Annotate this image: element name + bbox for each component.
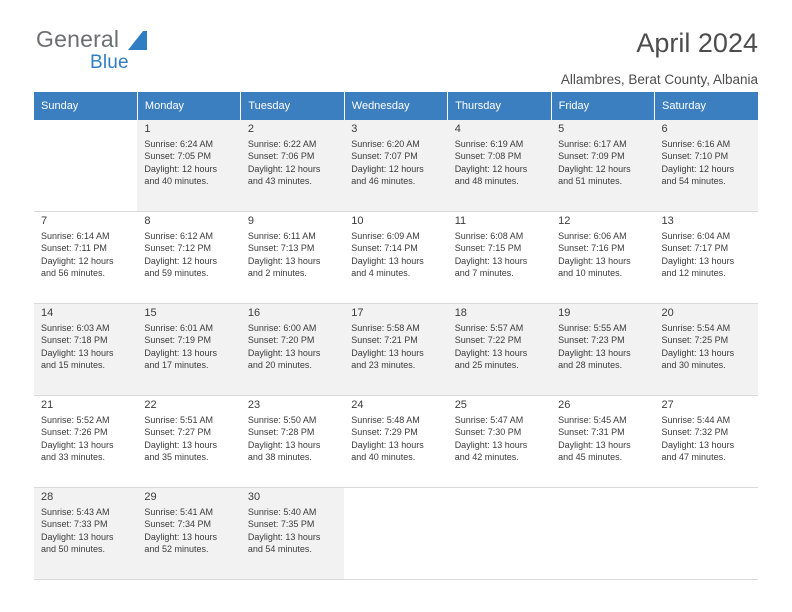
day-detail-line: and 48 minutes. xyxy=(454,176,519,187)
logo xyxy=(36,26,236,80)
day-number: 3 xyxy=(351,123,358,135)
day-number: 5 xyxy=(558,123,565,135)
day-detail-line: Sunrise: 5:45 AM xyxy=(558,414,627,425)
day-number: 14 xyxy=(41,307,54,319)
day-detail-line: Daylight: 13 hours xyxy=(558,347,631,358)
weekday-header-monday: Monday xyxy=(137,92,240,120)
day-detail-line: and 2 minutes. xyxy=(247,268,307,279)
day-detail-line: Sunset: 7:18 PM xyxy=(41,335,108,346)
day-detail-line: and 43 minutes. xyxy=(247,176,312,187)
day-detail-line: Sunset: 7:34 PM xyxy=(144,519,211,530)
day-detail-line: Sunset: 7:35 PM xyxy=(247,519,315,530)
day-number: 15 xyxy=(144,307,157,319)
day-detail-line: Daylight: 13 hours xyxy=(661,347,735,358)
calendar-empty-cell xyxy=(551,488,654,580)
day-number: 26 xyxy=(558,399,571,411)
day-number: 30 xyxy=(247,491,261,503)
day-detail-line: Daylight: 13 hours xyxy=(144,531,217,542)
calendar-day-cell[interactable] xyxy=(655,120,758,212)
day-number: 9 xyxy=(247,215,254,227)
calendar-day-cell[interactable] xyxy=(241,120,344,212)
day-detail-line: Sunrise: 6:01 AM xyxy=(144,322,213,333)
day-detail-line: and 17 minutes. xyxy=(144,360,209,371)
calendar-day-cell[interactable] xyxy=(344,212,447,304)
day-detail-line: Sunrise: 5:48 AM xyxy=(351,414,420,425)
day-detail-line: and 40 minutes. xyxy=(351,452,416,463)
day-detail-line: Daylight: 13 hours xyxy=(351,347,424,358)
day-detail-line: Daylight: 13 hours xyxy=(247,439,321,450)
calendar-body xyxy=(34,120,758,580)
day-detail-line: Sunrise: 6:17 AM xyxy=(558,138,627,149)
calendar-day-cell[interactable] xyxy=(34,304,137,396)
day-detail-line: and 12 minutes. xyxy=(661,268,726,279)
weekday-header-saturday: Saturday xyxy=(655,92,758,120)
day-detail-line: Daylight: 12 hours xyxy=(247,163,321,174)
day-detail-line: Sunrise: 6:22 AM xyxy=(247,138,317,149)
day-detail-line: Sunset: 7:25 PM xyxy=(661,335,729,346)
day-detail-line: Sunset: 7:31 PM xyxy=(558,427,625,438)
day-detail-line: Sunset: 7:30 PM xyxy=(454,427,522,438)
day-detail-line: Daylight: 13 hours xyxy=(454,347,528,358)
day-detail-line: Daylight: 12 hours xyxy=(558,163,631,174)
day-detail-line: Sunrise: 5:50 AM xyxy=(247,414,317,425)
day-number: 27 xyxy=(661,399,674,411)
day-number: 25 xyxy=(454,399,467,411)
day-detail-line: and 50 minutes. xyxy=(41,544,106,555)
calendar-day-cell[interactable] xyxy=(241,488,344,580)
day-detail-line: Daylight: 13 hours xyxy=(144,439,217,450)
day-detail-line: Sunrise: 6:08 AM xyxy=(454,230,524,241)
day-number: 8 xyxy=(144,215,151,227)
day-detail-line: and 52 minutes. xyxy=(144,544,209,555)
day-detail-line: Daylight: 12 hours xyxy=(454,163,528,174)
day-number: 16 xyxy=(247,307,261,319)
day-detail-line: Daylight: 12 hours xyxy=(351,163,424,174)
day-detail-line: and 38 minutes. xyxy=(247,452,312,463)
day-detail-line: Sunrise: 5:54 AM xyxy=(661,322,731,333)
day-detail-line: Sunset: 7:19 PM xyxy=(144,335,211,346)
day-detail-line: Daylight: 13 hours xyxy=(41,531,114,542)
day-detail-line: Sunset: 7:09 PM xyxy=(558,151,625,162)
month-calendar xyxy=(34,92,758,580)
day-number: 24 xyxy=(351,399,364,411)
day-number: 23 xyxy=(247,399,261,411)
day-number: 13 xyxy=(661,215,674,227)
weekday-header-friday: Friday xyxy=(551,92,654,120)
day-detail-line: Daylight: 13 hours xyxy=(247,531,321,542)
day-detail-line: Sunrise: 5:55 AM xyxy=(558,322,627,333)
day-detail-line: Sunset: 7:12 PM xyxy=(144,243,211,254)
day-detail-line: and 51 minutes. xyxy=(558,176,623,187)
day-detail-line: and 10 minutes. xyxy=(558,268,623,279)
calendar-week-row xyxy=(34,488,758,580)
day-number: 19 xyxy=(558,307,571,319)
calendar-day-cell[interactable] xyxy=(551,304,654,396)
day-number: 20 xyxy=(661,307,674,319)
day-detail-line: and 23 minutes. xyxy=(351,360,416,371)
day-detail-line: Daylight: 13 hours xyxy=(351,439,424,450)
day-detail-line: Daylight: 13 hours xyxy=(41,439,114,450)
day-detail-line: Sunrise: 6:06 AM xyxy=(558,230,627,241)
calendar-week-row xyxy=(34,120,758,212)
calendar-day-cell[interactable] xyxy=(344,396,447,488)
calendar-day-cell[interactable] xyxy=(551,120,654,212)
day-number: 11 xyxy=(454,215,467,227)
day-detail-line: Daylight: 13 hours xyxy=(351,255,424,266)
day-detail-line: Sunset: 7:20 PM xyxy=(247,335,315,346)
calendar-day-cell[interactable] xyxy=(137,488,240,580)
day-number: 7 xyxy=(41,215,48,227)
day-detail-line: and 54 minutes. xyxy=(247,544,312,555)
calendar-day-cell[interactable] xyxy=(34,396,137,488)
calendar-day-cell[interactable] xyxy=(655,396,758,488)
weekday-header-sunday: Sunday xyxy=(34,92,137,120)
page-title: April 2024 xyxy=(636,28,758,58)
day-detail-line: Sunrise: 6:00 AM xyxy=(247,322,317,333)
day-detail-line: Sunrise: 5:51 AM xyxy=(144,414,213,425)
day-detail-line: and 59 minutes. xyxy=(144,268,209,279)
calendar-day-cell[interactable] xyxy=(448,120,551,212)
day-number: 1 xyxy=(144,123,151,135)
day-detail-line: and 33 minutes. xyxy=(41,452,106,463)
weekday-header-tuesday: Tuesday xyxy=(241,92,344,120)
day-detail-line: Sunrise: 6:24 AM xyxy=(144,138,213,149)
calendar-day-cell[interactable] xyxy=(448,396,551,488)
location-subtitle: Allambres, Berat County, Albania xyxy=(560,72,758,87)
day-detail-line: Daylight: 12 hours xyxy=(144,255,217,266)
day-detail-line: Daylight: 13 hours xyxy=(558,439,631,450)
day-detail-line: Sunset: 7:17 PM xyxy=(661,243,729,254)
calendar-week-row xyxy=(34,212,758,304)
calendar-day-cell[interactable] xyxy=(241,212,344,304)
day-detail-line: Sunset: 7:13 PM xyxy=(247,243,315,254)
calendar-day-cell[interactable] xyxy=(137,304,240,396)
day-detail-line: Sunrise: 6:20 AM xyxy=(351,138,420,149)
day-detail-line: and 54 minutes. xyxy=(661,176,726,187)
day-detail-line: and 15 minutes. xyxy=(41,360,106,371)
calendar-day-cell[interactable] xyxy=(137,212,240,304)
day-detail-line: Sunrise: 6:14 AM xyxy=(41,230,110,241)
calendar-day-cell[interactable] xyxy=(241,396,344,488)
day-detail-line: Sunrise: 6:03 AM xyxy=(41,322,110,333)
day-detail-line: and 7 minutes. xyxy=(454,268,514,279)
day-detail-line: and 40 minutes. xyxy=(144,176,209,187)
day-detail-line: Sunset: 7:26 PM xyxy=(41,427,108,438)
day-number: 17 xyxy=(351,307,364,319)
day-detail-line: Sunrise: 6:16 AM xyxy=(661,138,731,149)
logo-blue-text: Blue xyxy=(90,52,129,73)
day-detail-line: Sunrise: 5:44 AM xyxy=(661,414,731,425)
day-detail-line: Sunrise: 5:52 AM xyxy=(41,414,110,425)
day-detail-line: and 20 minutes. xyxy=(247,360,312,371)
day-detail-line: Sunrise: 6:04 AM xyxy=(661,230,731,241)
calendar-day-cell[interactable] xyxy=(34,488,137,580)
calendar-empty-cell xyxy=(655,488,758,580)
day-detail-line: Daylight: 12 hours xyxy=(41,255,114,266)
day-detail-line: Sunset: 7:15 PM xyxy=(454,243,522,254)
calendar-day-cell[interactable] xyxy=(137,120,240,212)
calendar-day-cell[interactable] xyxy=(34,212,137,304)
day-detail-line: Sunrise: 5:57 AM xyxy=(454,322,524,333)
calendar-empty-cell xyxy=(448,488,551,580)
weekday-header-row xyxy=(34,92,758,120)
day-number: 21 xyxy=(41,399,54,411)
weekday-header-thursday: Thursday xyxy=(448,92,551,120)
day-number: 10 xyxy=(351,215,364,227)
day-detail-line: Daylight: 12 hours xyxy=(661,163,735,174)
calendar-day-cell[interactable] xyxy=(344,304,447,396)
day-detail-line: and 4 minutes. xyxy=(351,268,411,279)
day-detail-line: and 46 minutes. xyxy=(351,176,416,187)
day-detail-line: Daylight: 12 hours xyxy=(144,163,217,174)
day-detail-line: Daylight: 13 hours xyxy=(558,255,631,266)
day-detail-line: Sunset: 7:33 PM xyxy=(41,519,108,530)
calendar-day-cell[interactable] xyxy=(655,212,758,304)
calendar-day-cell[interactable] xyxy=(448,304,551,396)
day-detail-line: and 47 minutes. xyxy=(661,452,726,463)
day-detail-line: and 25 minutes. xyxy=(454,360,519,371)
calendar-empty-cell xyxy=(344,488,447,580)
day-detail-line: Sunrise: 5:58 AM xyxy=(351,322,420,333)
day-detail-line: Sunset: 7:10 PM xyxy=(661,151,729,162)
day-detail-line: Sunset: 7:22 PM xyxy=(454,335,522,346)
calendar-week-row xyxy=(34,396,758,488)
page-header xyxy=(34,0,758,92)
flag-stripe-icon xyxy=(128,26,147,31)
day-detail-line: Daylight: 13 hours xyxy=(144,347,217,358)
calendar-empty-cell xyxy=(34,120,137,212)
day-detail-line: Sunrise: 6:19 AM xyxy=(454,138,524,149)
day-detail-line: Daylight: 13 hours xyxy=(661,255,735,266)
day-detail-line: Sunrise: 5:43 AM xyxy=(41,506,110,517)
day-detail-line: Daylight: 13 hours xyxy=(661,439,735,450)
calendar-week-row xyxy=(34,304,758,396)
day-detail-line: Sunrise: 6:11 AM xyxy=(247,230,316,241)
day-detail-line: Sunrise: 6:12 AM xyxy=(144,230,213,241)
day-detail-line: Daylight: 13 hours xyxy=(454,439,528,450)
day-detail-line: Sunset: 7:05 PM xyxy=(144,151,211,162)
day-detail-line: Sunset: 7:21 PM xyxy=(351,335,418,346)
day-number: 18 xyxy=(454,307,467,319)
day-number: 29 xyxy=(144,491,157,503)
day-detail-line: Sunrise: 5:41 AM xyxy=(144,506,213,517)
calendar-day-cell[interactable] xyxy=(655,304,758,396)
day-detail-line: Daylight: 13 hours xyxy=(41,347,114,358)
day-detail-line: and 30 minutes. xyxy=(661,360,726,371)
day-detail-line: Sunset: 7:23 PM xyxy=(558,335,625,346)
day-detail-line: Sunset: 7:08 PM xyxy=(454,151,522,162)
day-detail-line: Sunset: 7:32 PM xyxy=(661,427,729,438)
day-number: 28 xyxy=(41,491,54,503)
day-detail-line: Sunset: 7:07 PM xyxy=(351,151,418,162)
day-detail-line: Daylight: 13 hours xyxy=(247,255,321,266)
calendar-day-cell[interactable] xyxy=(551,212,654,304)
day-detail-line: Daylight: 13 hours xyxy=(454,255,528,266)
day-detail-line: Daylight: 13 hours xyxy=(247,347,321,358)
day-detail-line: Sunset: 7:06 PM xyxy=(247,151,315,162)
day-detail-line: Sunset: 7:29 PM xyxy=(351,427,418,438)
day-detail-line: Sunset: 7:27 PM xyxy=(144,427,211,438)
day-number: 12 xyxy=(558,215,571,227)
day-detail-line: Sunrise: 5:47 AM xyxy=(454,414,524,425)
day-detail-line: Sunrise: 5:40 AM xyxy=(247,506,317,517)
day-number: 22 xyxy=(144,399,157,411)
calendar-day-cell[interactable] xyxy=(241,304,344,396)
day-detail-line: Sunset: 7:16 PM xyxy=(558,243,625,254)
day-detail-line: Sunset: 7:14 PM xyxy=(351,243,418,254)
day-detail-line: and 45 minutes. xyxy=(558,452,623,463)
day-number: 4 xyxy=(454,123,461,135)
calendar-day-cell[interactable] xyxy=(551,396,654,488)
day-detail-line: and 42 minutes. xyxy=(454,452,519,463)
calendar-day-cell[interactable] xyxy=(137,396,240,488)
day-detail-line: Sunrise: 6:09 AM xyxy=(351,230,420,241)
logo-general-text: General xyxy=(36,26,120,52)
weekday-header-wednesday: Wednesday xyxy=(344,92,447,120)
calendar-day-cell[interactable] xyxy=(448,212,551,304)
day-detail-line: Sunset: 7:11 PM xyxy=(41,243,107,254)
day-detail-line: and 28 minutes. xyxy=(558,360,623,371)
day-detail-line: and 35 minutes. xyxy=(144,452,209,463)
day-detail-line: Sunset: 7:28 PM xyxy=(247,427,315,438)
day-detail-line: and 56 minutes. xyxy=(41,268,106,279)
calendar-day-cell[interactable] xyxy=(344,120,447,212)
day-number: 2 xyxy=(247,123,254,135)
day-number: 6 xyxy=(661,123,668,135)
